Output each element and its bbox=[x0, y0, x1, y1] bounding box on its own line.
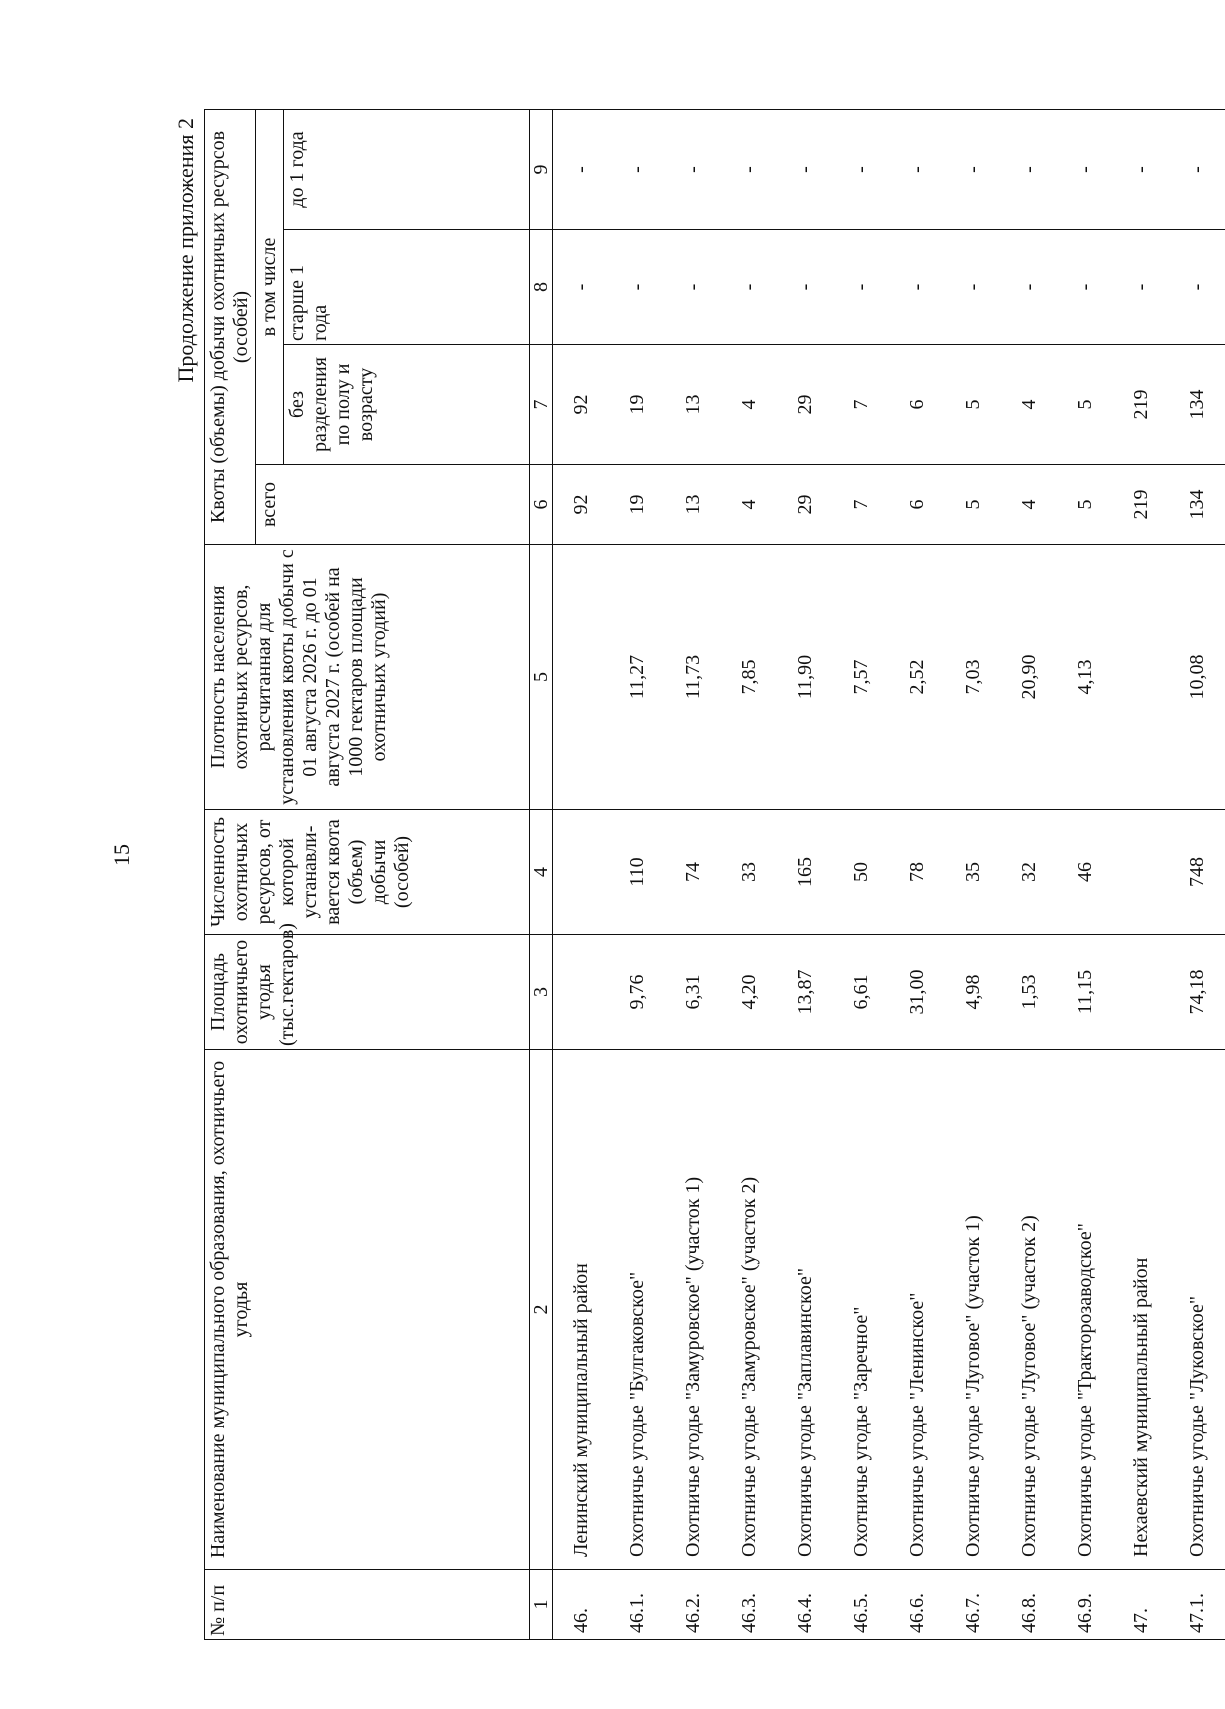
row-total: 5 bbox=[1057, 465, 1113, 545]
row-younger: - bbox=[1001, 110, 1057, 230]
row-total: 13 bbox=[665, 465, 721, 545]
row-population: 35 bbox=[945, 810, 1001, 935]
row-density: 7,57 bbox=[833, 545, 889, 810]
header-num: № п/п bbox=[205, 1570, 530, 1640]
row-older: - bbox=[1001, 230, 1057, 345]
row-name: Охотничье угодье "Замуровское" (участок 1) bbox=[665, 1050, 721, 1570]
header-density: Плотность населения охотничьих ресурсов, рассчитанная для установления квоты добычи с 01 августа 2026 г. до 01 августа 2027 г. (особей на 1000 гектаров площади охотничьих угодий) bbox=[205, 545, 530, 810]
row-density: 20,90 bbox=[1001, 545, 1057, 810]
row-total: 92 bbox=[553, 465, 610, 545]
row-number: 46.4. bbox=[777, 1570, 833, 1640]
header-quotas: Квоты (объемы) добычи охотничьих ресурсов (особей) bbox=[205, 110, 256, 545]
rotated-page-content bbox=[168, 100, 1208, 1640]
row-older: - bbox=[721, 230, 777, 345]
row-population: 32 bbox=[1001, 810, 1057, 935]
row-total: 5 bbox=[945, 465, 1001, 545]
row-younger: - bbox=[833, 110, 889, 230]
row-number: 46.6. bbox=[889, 1570, 945, 1640]
row-name: Охотничье угодье "Ленинское" bbox=[889, 1050, 945, 1570]
row-number: 46.5. bbox=[833, 1570, 889, 1640]
appendix-note: Продолжение приложения 2 bbox=[173, 118, 198, 383]
row-area bbox=[553, 935, 610, 1050]
header-area: Площадь охотничьего угодья (тыс.гектаров) bbox=[205, 935, 530, 1050]
row-number: 46.9. bbox=[1057, 1570, 1113, 1640]
row-older: - bbox=[1169, 230, 1225, 345]
table-row bbox=[889, 110, 945, 1640]
row-name: Охотничье угодье "Тракторозаводское" bbox=[1057, 1050, 1113, 1570]
row-number: 46.1. bbox=[609, 1570, 665, 1640]
row-number: 47.1. bbox=[1169, 1570, 1225, 1640]
row-area bbox=[1113, 935, 1169, 1050]
page-number: 15 bbox=[109, 844, 134, 866]
table-header bbox=[205, 110, 530, 1640]
header-population: Численность охотничьих ресурсов, от которой устанавли-вается квота (объем) добычи (особей) bbox=[205, 810, 530, 935]
row-no-division: 92 bbox=[553, 345, 610, 465]
row-no-division: 19 bbox=[609, 345, 665, 465]
row-density: 7,03 bbox=[945, 545, 1001, 810]
row-area: 11,15 bbox=[1057, 935, 1113, 1050]
header-name: Наименование муниципального образования, охотничьего угодья bbox=[205, 1050, 530, 1570]
row-number: 46.2. bbox=[665, 1570, 721, 1640]
row-density: 4,13 bbox=[1057, 545, 1113, 810]
table-row bbox=[721, 110, 777, 1640]
row-no-division: 219 bbox=[1113, 345, 1169, 465]
row-older: - bbox=[833, 230, 889, 345]
table-row bbox=[777, 110, 833, 1640]
header-older: старше 1 года bbox=[284, 230, 530, 345]
row-total: 4 bbox=[721, 465, 777, 545]
row-older: - bbox=[1057, 230, 1113, 345]
table-row bbox=[1169, 110, 1225, 1640]
row-population: 50 bbox=[833, 810, 889, 935]
row-density: 11,27 bbox=[609, 545, 665, 810]
row-population: 46 bbox=[1057, 810, 1113, 935]
header-total: всего bbox=[256, 465, 530, 545]
column-number: 2 bbox=[530, 1050, 553, 1570]
table-row bbox=[945, 110, 1001, 1640]
header-younger: до 1 года bbox=[284, 110, 530, 230]
row-no-division: 6 bbox=[889, 345, 945, 465]
row-older: - bbox=[889, 230, 945, 345]
row-area: 6,61 bbox=[833, 935, 889, 1050]
column-number: 9 bbox=[530, 110, 553, 230]
column-number: 1 bbox=[530, 1570, 553, 1640]
table-row bbox=[1113, 110, 1169, 1640]
row-number: 46.3. bbox=[721, 1570, 777, 1640]
row-area: 1,53 bbox=[1001, 935, 1057, 1050]
row-population: 74 bbox=[665, 810, 721, 935]
row-total: 219 bbox=[1113, 465, 1169, 545]
row-density: 10,08 bbox=[1169, 545, 1225, 810]
row-no-division: 29 bbox=[777, 345, 833, 465]
row-area: 6,31 bbox=[665, 935, 721, 1050]
row-density bbox=[1113, 545, 1169, 810]
table-body bbox=[530, 110, 1225, 1640]
row-name: Ленинский муниципальный район bbox=[553, 1050, 610, 1570]
row-older: - bbox=[1113, 230, 1169, 345]
row-younger: - bbox=[721, 110, 777, 230]
column-number: 6 bbox=[530, 465, 553, 545]
row-older: - bbox=[609, 230, 665, 345]
row-older: - bbox=[945, 230, 1001, 345]
row-area: 31,00 bbox=[889, 935, 945, 1050]
row-name: Охотничье угодье "Заречное" bbox=[833, 1050, 889, 1570]
row-total: 19 bbox=[609, 465, 665, 545]
row-no-division: 13 bbox=[665, 345, 721, 465]
row-younger: - bbox=[1169, 110, 1225, 230]
row-no-division: 134 bbox=[1169, 345, 1225, 465]
row-younger: - bbox=[945, 110, 1001, 230]
row-density: 11,90 bbox=[777, 545, 833, 810]
row-area: 4,98 bbox=[945, 935, 1001, 1050]
row-no-division: 5 bbox=[1057, 345, 1113, 465]
column-number: 7 bbox=[530, 345, 553, 465]
row-area: 74,18 bbox=[1169, 935, 1225, 1050]
row-population: 748 bbox=[1169, 810, 1225, 935]
row-older: - bbox=[665, 230, 721, 345]
row-name: Охотничье угодье "Замуровское" (участок 2) bbox=[721, 1050, 777, 1570]
table-row bbox=[553, 110, 610, 1640]
column-numbers-row bbox=[530, 110, 553, 1640]
table-row bbox=[1057, 110, 1113, 1640]
row-younger: - bbox=[609, 110, 665, 230]
row-no-division: 4 bbox=[721, 345, 777, 465]
row-younger: - bbox=[553, 110, 610, 230]
row-total: 29 bbox=[777, 465, 833, 545]
column-number: 4 bbox=[530, 810, 553, 935]
table-row bbox=[665, 110, 721, 1640]
row-density: 7,85 bbox=[721, 545, 777, 810]
row-total: 4 bbox=[1001, 465, 1057, 545]
row-older: - bbox=[777, 230, 833, 345]
row-number: 46.7. bbox=[945, 1570, 1001, 1640]
row-population bbox=[553, 810, 610, 935]
row-name: Охотничье угодье "Луговое" (участок 1) bbox=[945, 1050, 1001, 1570]
row-younger: - bbox=[1113, 110, 1169, 230]
row-name: Охотничье угодье "Луковское" bbox=[1169, 1050, 1225, 1570]
row-no-division: 5 bbox=[945, 345, 1001, 465]
row-population: 110 bbox=[609, 810, 665, 935]
header-no-division: без разделения по полу и возрасту bbox=[284, 345, 530, 465]
row-population bbox=[1113, 810, 1169, 935]
row-younger: - bbox=[889, 110, 945, 230]
row-name: Нехаевский муниципальный район bbox=[1113, 1050, 1169, 1570]
table-row bbox=[1001, 110, 1057, 1640]
row-name: Охотничье угодье "Булгаковское" bbox=[609, 1050, 665, 1570]
column-number: 5 bbox=[530, 545, 553, 810]
table-row bbox=[833, 110, 889, 1640]
column-number: 3 bbox=[530, 935, 553, 1050]
column-number: 8 bbox=[530, 230, 553, 345]
row-area: 9,76 bbox=[609, 935, 665, 1050]
row-number: 47. bbox=[1113, 1570, 1169, 1640]
row-younger: - bbox=[665, 110, 721, 230]
row-number: 46.8. bbox=[1001, 1570, 1057, 1640]
row-density bbox=[553, 545, 610, 810]
row-no-division: 7 bbox=[833, 345, 889, 465]
row-younger: - bbox=[777, 110, 833, 230]
row-density: 2,52 bbox=[889, 545, 945, 810]
row-older: - bbox=[553, 230, 610, 345]
row-total: 6 bbox=[889, 465, 945, 545]
row-area: 4,20 bbox=[721, 935, 777, 1050]
row-total: 7 bbox=[833, 465, 889, 545]
table-row bbox=[609, 110, 665, 1640]
row-density: 11,73 bbox=[665, 545, 721, 810]
row-number: 46. bbox=[553, 1570, 610, 1640]
quota-table bbox=[204, 109, 1225, 1640]
row-name: Охотничье угодье "Заплавинское" bbox=[777, 1050, 833, 1570]
row-total: 134 bbox=[1169, 465, 1225, 545]
row-population: 78 bbox=[889, 810, 945, 935]
row-population: 165 bbox=[777, 810, 833, 935]
row-no-division: 4 bbox=[1001, 345, 1057, 465]
row-area: 13,87 bbox=[777, 935, 833, 1050]
row-younger: - bbox=[1057, 110, 1113, 230]
header-including: в том числе bbox=[256, 110, 284, 465]
row-name: Охотничье угодье "Луговое" (участок 2) bbox=[1001, 1050, 1057, 1570]
row-population: 33 bbox=[721, 810, 777, 935]
